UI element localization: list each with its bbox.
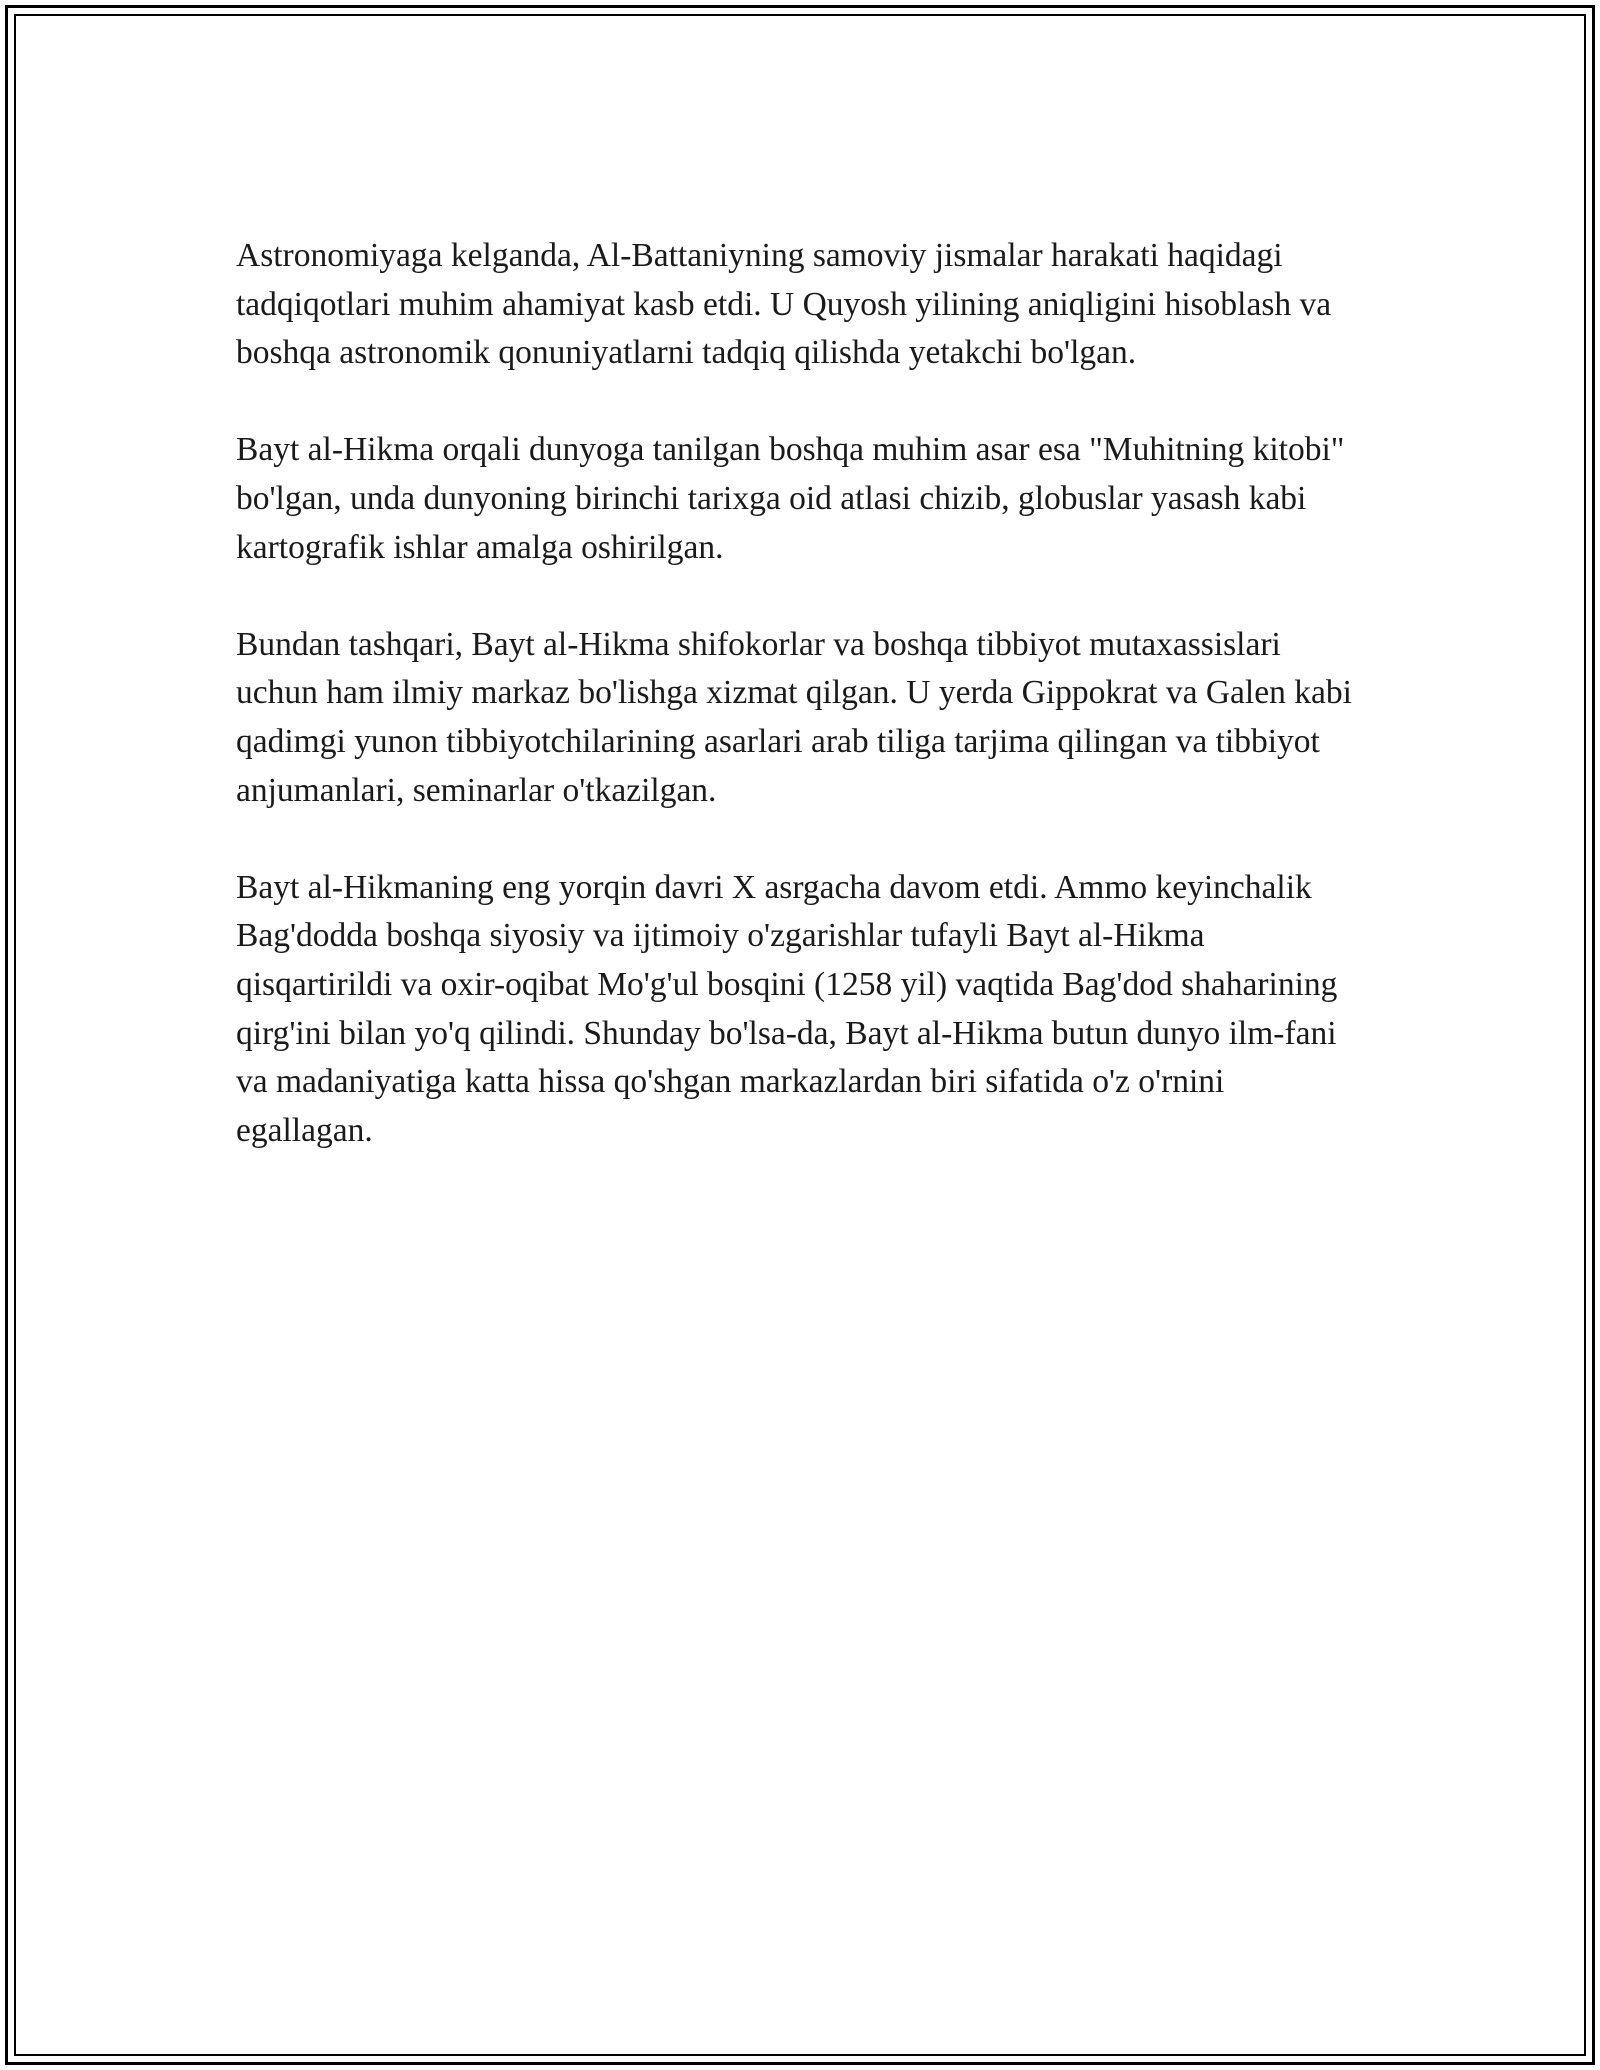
paragraph-medicine: Bundan tashqari, Bayt al-Hikma shifokorlar va boshqa tibbiyot mutaxassislari uchun ham ilmiy markaz bo'lishga xizmat qilgan. U yerda Gippokrat va Galen kabi qadimgi yunon tibbiyotchilarining asarlari arab tiliga tarjima qilingan va tibbiyot anjumanlari, seminarlar o'tkazilgan. [236,625,1352,809]
paragraph-decline: Bayt al-Hikmaning eng yorqin davri X asrgacha davom etdi. Ammo keyinchalik Bag'dodda boshqa siyosiy va ijtimoiy o'zgarishlar tufayli Bayt al-Hikma qisqartirildi va oxir-oqibat Mo'g'ul bosqini (1258 yil) vaqtida Bag'dod shaharining qirg'ini bilan yo'q qilindi. Shunday bo'lsa-da, Bayt al-Hikma butun dunyo ilm-fani va madaniyatiga katta hissa qo'shgan markazlardan biri sifatida o'z o'rnini egallagan. [236,868,1338,1149]
paragraph-cartography: Bayt al-Hikma orqali dunyoga tanilgan boshqa muhim asar esa "Muhitning kitobi" bo'lgan, unda dunyoning birinchi tarixga oid atlasi chizib, globuslar yasash kabi kartografik ishlar amalga oshirilgan. [236,431,1345,566]
paragraph-astronomy: Astronomiyaga kelganda, Al-Battaniyning samoviy jismalar harakati haqidagi tadqiqotlari muhim ahamiyat kasb etdi. U Quyosh yilining aniqligini hisoblash va boshqa astronomik qonuniyatlarni tadqiq qilishda yetakchi bo'lgan. [236,237,1332,372]
document-body [236,232,1366,1204]
